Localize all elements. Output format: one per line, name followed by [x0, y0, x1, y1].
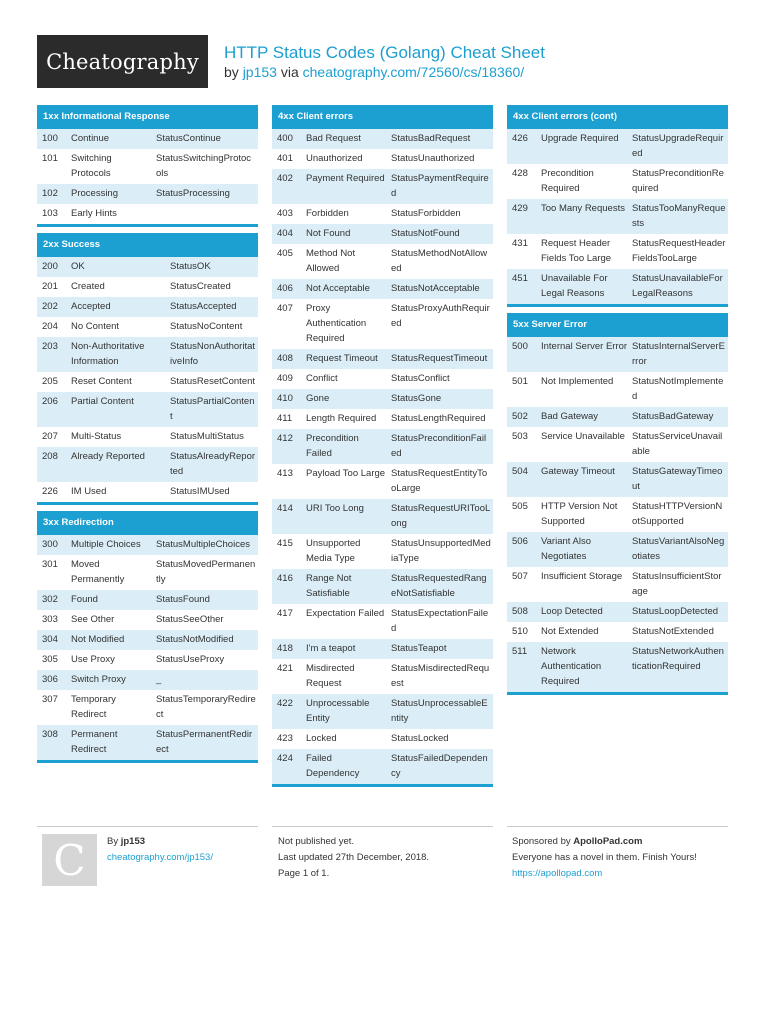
status-code: 412	[277, 433, 293, 444]
go-constant: StatusPartialContent	[170, 396, 255, 422]
table-row	[272, 464, 493, 499]
go-constant: StatusVariantAlsoNegotiates	[632, 536, 725, 562]
table-row	[272, 749, 493, 784]
go-constant: StatusOK	[170, 261, 211, 272]
status-code: 510	[512, 626, 528, 637]
table-row	[507, 407, 728, 427]
status-code: 417	[277, 608, 293, 619]
status-code: 415	[277, 538, 293, 549]
section-5xx	[507, 313, 728, 695]
status-code: 501	[512, 376, 528, 387]
table-row	[272, 659, 493, 694]
section-title: 3xx Redirection	[37, 511, 258, 535]
table-row	[507, 602, 728, 622]
by-prefix: by	[224, 64, 239, 80]
footer-meta-block	[278, 834, 429, 882]
status-name: Misdirected Request	[306, 663, 355, 689]
status-name: Multi-Status	[71, 431, 122, 442]
status-name: See Other	[71, 614, 115, 625]
table-row	[37, 427, 258, 447]
status-name: Continue	[71, 133, 110, 144]
table-row	[507, 269, 728, 304]
go-constant: StatusRequestURITooLong	[391, 503, 491, 529]
table-row	[507, 129, 728, 164]
go-constant: StatusResetContent	[170, 376, 256, 387]
status-name: Loop Detected	[541, 606, 603, 617]
footer-sponsor-prefix: Sponsored by	[512, 836, 571, 847]
status-name: Reset Content	[71, 376, 132, 387]
status-name: Proxy Authentication Required	[306, 303, 367, 344]
status-code: 201	[42, 281, 58, 292]
table-row	[507, 234, 728, 269]
table-row	[37, 317, 258, 337]
go-constant: StatusMovedPermanently	[156, 559, 256, 585]
go-constant: StatusHTTPVersionNotSupported	[632, 501, 723, 527]
go-constant: StatusLoopDetected	[632, 606, 719, 617]
status-code: 411	[277, 413, 293, 424]
table-row	[507, 372, 728, 407]
table-row	[272, 149, 493, 169]
go-constant: StatusInsufficientStorage	[632, 571, 722, 597]
status-code: 401	[277, 153, 293, 164]
footer-sponsor-url[interactable]: https://apollopad.com	[512, 868, 603, 879]
status-code: 503	[512, 431, 528, 442]
status-code: 402	[277, 173, 293, 184]
table-row	[37, 630, 258, 650]
status-name: Not Acceptable	[306, 283, 370, 294]
footer-divider	[272, 826, 493, 827]
go-constant: StatusUnauthorized	[391, 153, 475, 164]
go-constant: StatusSwitchingProtocols	[156, 153, 252, 179]
status-name: Accepted	[71, 301, 111, 312]
status-code: 400	[277, 133, 293, 144]
table-row	[272, 204, 493, 224]
status-name: Unsupported Media Type	[306, 538, 361, 564]
section-rows	[507, 129, 728, 304]
table-row	[272, 604, 493, 639]
table-row	[37, 129, 258, 149]
table-row	[507, 567, 728, 602]
status-name: Length Required	[306, 413, 377, 424]
status-code: 403	[277, 208, 293, 219]
go-constant: StatusLengthRequired	[391, 413, 486, 424]
status-name: HTTP Version Not Supported	[541, 501, 618, 527]
status-name: Permanent Redirect	[71, 729, 118, 755]
status-code: 451	[512, 273, 528, 284]
section-1xx	[37, 105, 258, 227]
table-row	[37, 482, 258, 502]
status-code: 409	[277, 373, 293, 384]
status-code: 404	[277, 228, 293, 239]
table-row	[507, 532, 728, 567]
go-constant: StatusNotFound	[391, 228, 460, 239]
status-name: Unauthorized	[306, 153, 363, 164]
footer-published: Not published yet.	[278, 836, 355, 847]
go-constant: StatusMultiStatus	[170, 431, 244, 442]
footer-sponsor-name[interactable]: ApolloPad.com	[573, 836, 643, 847]
via-text: via	[280, 64, 299, 80]
status-name: Gateway Timeout	[541, 466, 615, 477]
table-row	[37, 297, 258, 317]
go-constant: StatusContinue	[156, 133, 221, 144]
status-name: Use Proxy	[71, 654, 115, 665]
go-constant: StatusGone	[391, 393, 442, 404]
go-constant: StatusBadRequest	[391, 133, 471, 144]
table-row	[272, 499, 493, 534]
status-name: Expectation Failed	[306, 608, 385, 619]
go-constant: StatusAlreadyReported	[170, 451, 256, 477]
status-code: 410	[277, 393, 293, 404]
table-row	[272, 429, 493, 464]
status-name: Upgrade Required	[541, 133, 619, 144]
table-row	[272, 279, 493, 299]
status-name: Variant Also Negotiates	[541, 536, 591, 562]
status-name: IM Used	[71, 486, 107, 497]
status-code: 422	[277, 698, 293, 709]
section-rows	[272, 129, 493, 784]
footer-page: Page 1 of 1.	[278, 868, 330, 879]
section-title: 4xx Client errors	[272, 105, 493, 129]
section-rows	[37, 129, 258, 224]
status-code: 306	[42, 674, 58, 685]
table-row	[37, 392, 258, 427]
status-name: Forbidden	[306, 208, 349, 219]
go-constant: StatusServiceUnavailable	[632, 431, 723, 457]
table-row	[37, 277, 258, 297]
section-title: 1xx Informational Response	[37, 105, 258, 129]
go-constant: StatusBadGateway	[632, 411, 714, 422]
go-constant: StatusIMUsed	[170, 486, 230, 497]
status-code: 200	[42, 261, 58, 272]
status-name: Not Modified	[71, 634, 125, 645]
status-code: 421	[277, 663, 293, 674]
status-name: Request Timeout	[306, 353, 378, 364]
section-title: 4xx Client errors (cont)	[507, 105, 728, 129]
status-code: 405	[277, 248, 293, 259]
section-4xx	[272, 105, 493, 787]
status-name: Locked	[306, 733, 337, 744]
status-name: URI Too Long	[306, 503, 364, 514]
go-constant: StatusUnprocessableEntity	[391, 698, 488, 724]
author-link[interactable]: jp153	[242, 64, 277, 80]
table-row	[272, 639, 493, 659]
table-row	[37, 149, 258, 184]
status-name: Bad Request	[306, 133, 361, 144]
status-code: 101	[42, 153, 58, 164]
section-2xx	[37, 233, 258, 505]
section-title: 2xx Success	[37, 233, 258, 257]
status-name: Non-Authoritative Information	[71, 341, 145, 367]
go-constant: StatusUseProxy	[156, 654, 225, 665]
footer-by-label: By	[107, 836, 119, 847]
table-row	[272, 349, 493, 369]
table-row	[37, 690, 258, 725]
status-name: Multiple Choices	[71, 539, 141, 550]
status-code: 508	[512, 606, 528, 617]
status-code: 505	[512, 501, 528, 512]
status-name: Request Header Fields Too Large	[541, 238, 612, 264]
go-constant: StatusRequestHeaderFieldsTooLarge	[632, 238, 726, 264]
sheet-byline	[224, 64, 524, 80]
status-code: 307	[42, 694, 58, 705]
status-code: 511	[512, 646, 528, 657]
table-row	[507, 164, 728, 199]
status-code: 428	[512, 168, 528, 179]
status-code: 305	[42, 654, 58, 665]
status-code: 424	[277, 753, 293, 764]
table-row	[507, 622, 728, 642]
go-constant: StatusUnavailableForLegalReasons	[632, 273, 723, 299]
footer-sponsor-block	[512, 834, 697, 882]
status-code: 226	[42, 486, 58, 497]
table-row	[272, 244, 493, 279]
status-code: 413	[277, 468, 293, 479]
go-constant: StatusInternalServerError	[632, 341, 725, 367]
status-name: Conflict	[306, 373, 338, 384]
status-code: 208	[42, 451, 58, 462]
go-constant: StatusExpectationFailed	[391, 608, 489, 634]
table-row	[507, 497, 728, 532]
status-name: Found	[71, 594, 98, 605]
go-constant: StatusAccepted	[170, 301, 237, 312]
status-name: Partial Content	[71, 396, 134, 407]
footer-sponsor-tagline: Everyone has a novel in them. Finish Yours!	[512, 852, 697, 863]
go-constant: StatusNotExtended	[632, 626, 714, 637]
status-name: Service Unavailable	[541, 431, 625, 442]
go-constant: StatusCreated	[170, 281, 231, 292]
status-code: 102	[42, 188, 58, 199]
footer-author-url[interactable]: cheatography.com/jp153/	[107, 852, 213, 863]
go-constant: StatusMultipleChoices	[156, 539, 250, 550]
status-name: Not Found	[306, 228, 351, 239]
table-row	[37, 590, 258, 610]
go-constant: StatusProcessing	[156, 188, 230, 199]
status-code: 416	[277, 573, 293, 584]
status-code: 103	[42, 208, 58, 219]
status-code: 406	[277, 283, 293, 294]
table-row	[272, 389, 493, 409]
go-constant	[156, 206, 258, 221]
status-code: 300	[42, 539, 58, 550]
table-row	[272, 569, 493, 604]
status-code: 202	[42, 301, 58, 312]
status-name: Processing	[71, 188, 118, 199]
go-constant: StatusProxyAuthRequired	[391, 303, 490, 329]
status-code: 304	[42, 634, 58, 645]
status-name: Not Implemented	[541, 376, 614, 387]
table-row	[37, 555, 258, 590]
go-constant: StatusLocked	[391, 733, 449, 744]
status-name: Bad Gateway	[541, 411, 599, 422]
status-name: Range Not Satisfiable	[306, 573, 352, 599]
section-rows	[37, 257, 258, 502]
status-code: 414	[277, 503, 293, 514]
status-name: Switch Proxy	[71, 674, 126, 685]
status-name: Network Authentication Required	[541, 646, 602, 687]
status-name: Failed Dependency	[306, 753, 360, 779]
status-code: 206	[42, 396, 58, 407]
status-code: 502	[512, 411, 528, 422]
go-constant: StatusUnsupportedMediaType	[391, 538, 491, 564]
status-code: 308	[42, 729, 58, 740]
status-name: Method Not Allowed	[306, 248, 356, 274]
go-constant: StatusPermanentRedirect	[156, 729, 253, 755]
table-row	[37, 372, 258, 392]
status-code: 504	[512, 466, 528, 477]
section-4xx-cont	[507, 105, 728, 307]
table-row	[272, 534, 493, 569]
status-name: I'm a teapot	[306, 643, 356, 654]
go-constant: StatusPaymentRequired	[391, 173, 489, 199]
table-row	[272, 129, 493, 149]
table-row	[272, 169, 493, 204]
status-name: OK	[71, 261, 85, 272]
go-constant: StatusFailedDependency	[391, 753, 488, 779]
table-row	[37, 204, 258, 224]
status-name: Already Reported	[71, 451, 145, 462]
status-code: 423	[277, 733, 293, 744]
footer-divider	[37, 826, 258, 827]
table-row	[272, 369, 493, 389]
table-row	[37, 725, 258, 760]
section-rows	[507, 337, 728, 692]
status-name: No Content	[71, 321, 120, 332]
status-name: Internal Server Error	[541, 341, 628, 352]
table-row	[37, 535, 258, 555]
status-name: Created	[71, 281, 105, 292]
go-constant: StatusPreconditionRequired	[632, 168, 724, 194]
sheet-url-link[interactable]: cheatography.com/72560/cs/18360/	[302, 64, 525, 80]
table-row	[37, 257, 258, 277]
go-constant: StatusTooManyRequests	[632, 203, 726, 229]
go-constant: _	[156, 674, 162, 685]
status-code: 426	[512, 133, 528, 144]
status-name: Moved Permanently	[71, 559, 125, 585]
status-code: 429	[512, 203, 528, 214]
section-title: 5xx Server Error	[507, 313, 728, 337]
status-code: 204	[42, 321, 58, 332]
status-code: 500	[512, 341, 528, 352]
status-code: 418	[277, 643, 293, 654]
table-row	[37, 447, 258, 482]
column-3	[507, 105, 728, 701]
table-row	[37, 670, 258, 690]
go-constant: StatusRequestTimeout	[391, 353, 488, 364]
footer-author-line	[107, 834, 213, 850]
footer-updated: Last updated 27th December, 2018.	[278, 852, 430, 863]
status-code: 506	[512, 536, 528, 547]
status-code: 100	[42, 133, 58, 144]
go-constant: StatusNotImplemented	[632, 376, 724, 402]
status-name: Payload Too Large	[306, 468, 386, 479]
author-avatar[interactable]: C	[42, 834, 97, 886]
column-1	[37, 105, 258, 769]
footer-sponsor-line	[512, 834, 697, 850]
footer-divider	[507, 826, 728, 827]
section-rows	[37, 535, 258, 760]
cheatography-logo[interactable]: Cheatography	[37, 35, 208, 88]
table-row	[272, 409, 493, 429]
go-constant: StatusNonAuthoritativeInfo	[170, 341, 256, 367]
status-name: Not Extended	[541, 626, 599, 637]
footer-author-name[interactable]: jp153	[120, 836, 146, 847]
status-code: 301	[42, 559, 58, 570]
go-constant: StatusFound	[156, 594, 210, 605]
status-name: Unprocessable Entity	[306, 698, 370, 724]
table-row	[37, 337, 258, 372]
go-constant: StatusForbidden	[391, 208, 461, 219]
status-code: 407	[277, 303, 293, 314]
go-constant: StatusTemporaryRedirect	[156, 694, 256, 720]
status-code: 431	[512, 238, 528, 249]
table-row	[507, 642, 728, 692]
footer-author-block	[107, 834, 213, 866]
status-name: Too Many Requests	[541, 203, 625, 214]
status-name: Temporary Redirect	[71, 694, 116, 720]
status-code: 303	[42, 614, 58, 625]
column-2	[272, 105, 493, 793]
go-constant: StatusPreconditionFailed	[391, 433, 487, 459]
go-constant: StatusNoContent	[170, 321, 243, 332]
status-code: 207	[42, 431, 58, 442]
table-row	[272, 224, 493, 244]
table-row	[507, 427, 728, 462]
table-row	[507, 337, 728, 372]
table-row	[507, 462, 728, 497]
section-3xx	[37, 511, 258, 763]
table-row	[507, 199, 728, 234]
go-constant: StatusNotAcceptable	[391, 283, 480, 294]
status-name: Switching Protocols	[71, 153, 112, 179]
status-name: Unavailable For Legal Reasons	[541, 273, 608, 299]
go-constant: StatusUpgradeRequired	[632, 133, 724, 159]
go-constant: StatusMisdirectedRequest	[391, 663, 490, 689]
go-constant: StatusTeapot	[391, 643, 447, 654]
status-name: Precondition Required	[541, 168, 594, 194]
status-code: 408	[277, 353, 293, 364]
status-name: Precondition Failed	[306, 433, 359, 459]
table-row	[37, 610, 258, 630]
go-constant: StatusGatewayTimeout	[632, 466, 723, 492]
sheet-title: HTTP Status Codes (Golang) Cheat Sheet	[224, 43, 545, 62]
table-row	[272, 299, 493, 349]
table-row	[272, 694, 493, 729]
go-constant: StatusConflict	[391, 373, 450, 384]
go-constant: StatusSeeOther	[156, 614, 224, 625]
status-name: Gone	[306, 393, 330, 404]
table-row	[37, 184, 258, 204]
status-name: Early Hints	[71, 208, 117, 219]
go-constant: StatusRequestEntityTooLarge	[391, 468, 488, 494]
status-code: 302	[42, 594, 58, 605]
go-constant: StatusNetworkAuthenticationRequired	[632, 646, 724, 672]
status-code: 203	[42, 341, 58, 352]
table-row	[272, 729, 493, 749]
go-constant: StatusNotModified	[156, 634, 234, 645]
status-name: Insufficient Storage	[541, 571, 623, 582]
status-code: 507	[512, 571, 528, 582]
status-code: 205	[42, 376, 58, 387]
table-row	[37, 650, 258, 670]
go-constant: StatusRequestedRangeNotSatisfiable	[391, 573, 487, 599]
status-name: Payment Required	[306, 173, 385, 184]
go-constant: StatusMethodNotAllowed	[391, 248, 488, 274]
